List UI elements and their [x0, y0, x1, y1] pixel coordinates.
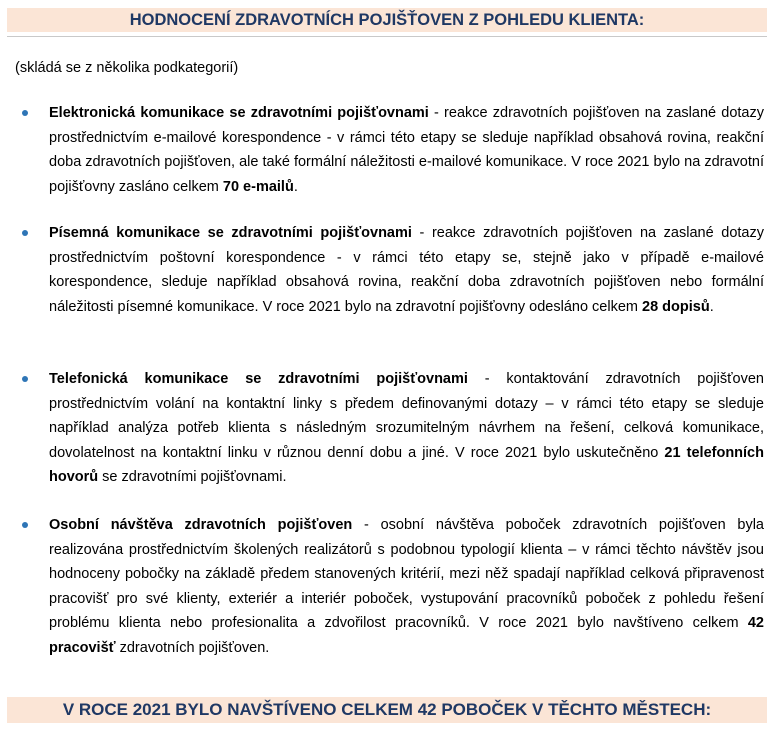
list-item-email — [49, 101, 764, 199]
item-highlight: 42 pracovišť — [49, 615, 764, 656]
list-item-visit — [49, 513, 764, 660]
item-highlight: 21 telefonních hovorů — [49, 444, 764, 485]
item-title: Elektronická komunikace se zdravotními pojišťovnami — [49, 105, 429, 121]
item-text: - osobní návštěva poboček zdravotních pojišťoven byla realizována prostřednictvím školených realizátorů s podobnou typologií klienta – v rámci těchto návštěv jsou hodnoceny pobočky na základě předem stanovených kritérií, mezi něž spadají například celková připravenost pracovišť pro své klienty, exteriér a interiér poboček, vystupování pracovníků poboček z pohledu řešení problému klienta nebo profesionalita a zdvořilost pracovníků. V roce 2021 bylo navštíveno celkem — [49, 517, 764, 631]
bullet-icon — [22, 522, 28, 528]
item-tail: . — [293, 178, 298, 195]
section-heading-cities: V ROCE 2021 BYLO NAVŠTÍVENO CELKEM 42 POBOČEK V TĚCHTO MĚSTECH: — [7, 697, 767, 723]
item-tail: . — [709, 298, 714, 315]
divider — [7, 36, 767, 37]
list-item-letter — [49, 221, 764, 319]
item-title: Telefonická komunikace se zdravotními pojišťovnami — [49, 371, 468, 387]
item-title: Písemná komunikace se zdravotními pojišťovnami — [49, 225, 412, 241]
item-highlight: 28 dopisů — [642, 298, 710, 315]
item-tail: se zdravotními pojišťovnami. — [98, 469, 287, 485]
bullet-icon — [22, 110, 28, 116]
item-text: - reakce zdravotních pojišťoven na zaslané dotazy prostřednictvím e-mailové korespondence - v rámci této etapy se sleduje například obsahová rovina, reakční doba zdravotních pojišťoven, ale také formální náležitosti e-mailové komunikace. V roce 2021 bylo na zdravotní pojišťovny zasláno celkem — [49, 105, 764, 195]
item-tail: zdravotních pojišťoven. — [115, 639, 270, 656]
item-highlight: 70 e-mailů — [222, 178, 294, 195]
bullet-icon — [22, 230, 28, 236]
item-text: - reakce zdravotních pojišťoven na zaslané dotazy prostřednictvím poštovní korespondence - v rámci této etapy se, stejně jako v případě e-mailové korespondence, sleduje například obsahová rovina, reakční doba zdravotních pojišťoven nebo formální náležitosti písemné komunikace. V roce 2021 bylo na zdravotní pojišťovny odesláno celkem — [49, 225, 764, 315]
item-title: Osobní návštěva zdravotních pojišťoven — [49, 517, 353, 533]
section-heading: HODNOCENÍ ZDRAVOTNÍCH POJIŠŤOVEN Z POHLEDU KLIENTA: — [7, 8, 767, 32]
subtitle: (skládá se z několika podkategorií) — [15, 60, 239, 76]
bullet-icon — [22, 376, 28, 382]
item-text: - kontaktování zdravotních pojišťoven prostřednictvím volání na kontaktní linky s předem definovanými dotazy – v rámci této etapy se sleduje například analýza potřeb klienta s následným srozumitelným návrhem na řešení, celková komunikace, dovolatelnost na kontaktní linku v různou denní dobu a jiné. V roce 2021 bylo uskutečněno — [49, 371, 764, 461]
list-item-phone — [49, 367, 764, 490]
